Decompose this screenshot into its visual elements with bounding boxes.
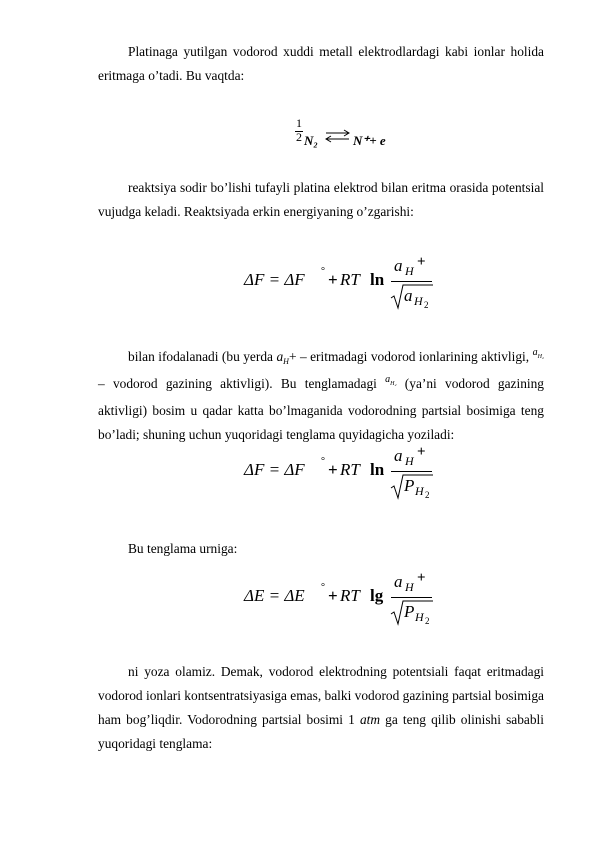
equilibrium-arrows-icon <box>325 128 351 146</box>
eq3-fraction-bar <box>391 597 432 598</box>
p5-atm-unit: atm <box>359 712 381 727</box>
paragraph-intro-text: Platinaga yutilgan vodorod xuddi metall elektrodlardagi kabi ionlar holida eritmaga o’tadi. Bu vaqtda: <box>98 44 544 83</box>
eq1-num-sup: + <box>417 254 426 270</box>
eq2-den-subsub: 2 <box>425 490 430 500</box>
p3-a-h2-sub: H₂ <box>537 354 545 360</box>
p3-aH-sub: H <box>283 357 289 366</box>
eq1-den-var: a <box>404 286 413 305</box>
paragraph-explanation <box>98 345 544 447</box>
p3-aH: a <box>276 349 284 364</box>
p3-text-2: + – eritmadagi vodorod ionlarining aktivligi, <box>288 349 533 364</box>
eq3-num-sub: H <box>405 580 414 594</box>
paragraph-reaction-text: reaktsiya sodir bo’lishi tufayli platina elektrod bilan eritma orasida potentsial vujudga keladi. Reaktsiyada erkin energiyaning o’zgarishi: <box>98 180 544 219</box>
p3-a-h2-symbol-2: a <box>385 374 391 385</box>
eq3-plus: + <box>328 586 338 605</box>
eq3-lhs: ΔE = ΔE <box>244 586 305 605</box>
paragraph-conclusion <box>98 660 544 756</box>
eq2-fraction-bar <box>391 471 432 472</box>
eq2-den-var: P <box>404 476 415 495</box>
eq1-plus: + <box>328 270 338 289</box>
eq3-lg: lg <box>370 586 384 605</box>
reaction-products: N⁺+ e <box>353 133 386 148</box>
p3-text-4: (ya’ni vodorod gazining aktivligi) bosim u qadar katta bo’lmaganida vodorodning partsial bosimiga teng bo’ladi; shuning uchun yuqoridagi tenglama quyidagicha yoziladi: <box>98 376 545 442</box>
eq3-den-sub: H <box>415 610 424 624</box>
p3-text-1: bilan ifodalanadi (bu yerda <box>128 349 277 364</box>
paragraph-intro <box>98 40 544 88</box>
eq2-rt: RT <box>340 460 360 479</box>
eq2-plus: + <box>328 460 338 479</box>
eq3-num-sup: + <box>417 570 426 586</box>
eq1-den-subsub: 2 <box>424 300 429 310</box>
paragraph-reaction <box>98 176 544 224</box>
eq1-num-var: a <box>394 256 403 275</box>
eq2-num-sub: H <box>405 454 414 468</box>
eq1-degree: ° <box>321 266 325 277</box>
eq1-lhs: ΔF = ΔF <box>244 270 305 289</box>
eq3-den-var: P <box>404 602 415 621</box>
eq1-num-sub: H <box>405 264 414 278</box>
p3-text-3: – vodorod gazining aktivligi). Bu tenglamadagi <box>98 376 386 391</box>
eq3-num-var: a <box>394 572 403 591</box>
equation-free-energy-pressure <box>244 442 444 506</box>
eq3-den-subsub: 2 <box>425 616 430 626</box>
equation-potential-pressure <box>244 568 444 632</box>
eq1-ln: ln <box>370 270 385 289</box>
eq1-den-sub: H <box>414 294 423 308</box>
eq2-degree: ° <box>321 456 325 467</box>
paragraph-instead <box>98 537 544 561</box>
p3-a-h2-sub-2: H₂ <box>390 381 397 387</box>
reaction-coef-den: 2 <box>296 130 302 144</box>
paragraph-instead-text: Bu tenglama urniga: <box>128 541 238 556</box>
p5-text-1: ni yoza olamiz. Demak, vodorod elektrodning potentsiali faqat eritmadagi vodorod ionlari kontsentratsiyasiga emas, balki vodorod gazining partsial bosimiga ham bog’liqdir. Vodorodning partsial bosimi 1 <box>98 664 544 727</box>
reaction-coef-num: 1 <box>296 116 302 130</box>
eq1-fraction-bar <box>391 281 432 282</box>
eq3-degree: ° <box>321 582 325 593</box>
eq2-num-sup: + <box>417 444 426 460</box>
eq2-den-sub: H <box>415 484 424 498</box>
eq2-num-var: a <box>394 446 403 465</box>
eq3-rt: RT <box>340 586 360 605</box>
p3-a-h2-symbol: a <box>532 347 538 358</box>
p5-text-2: ga teng qilib olinishi sababli yuqoridagi tenglama: <box>98 712 544 751</box>
eq2-lhs: ΔF = ΔF <box>244 460 305 479</box>
equation-free-energy-activity <box>244 252 444 316</box>
eq1-rt: RT <box>340 270 360 289</box>
reaction-reactant: N₂ <box>304 133 318 148</box>
eq2-ln: ln <box>370 460 385 479</box>
